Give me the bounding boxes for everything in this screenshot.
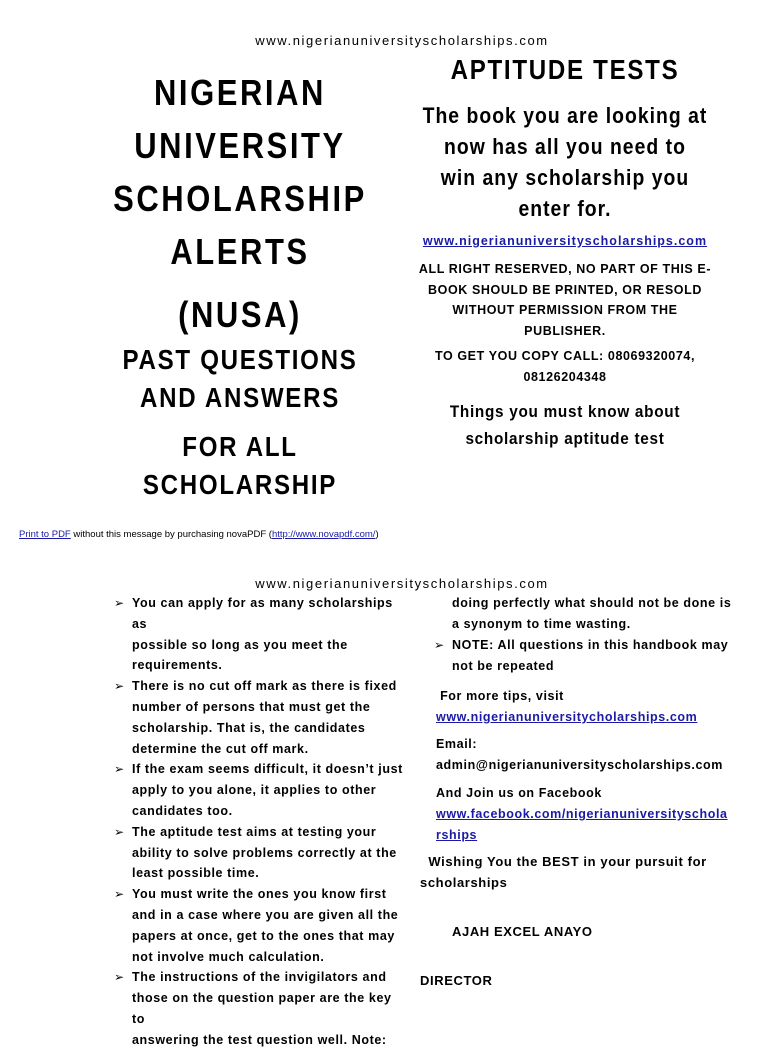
book-intro-line: win any scholarship you <box>440 165 690 190</box>
email-label: Email: <box>436 737 478 751</box>
past-questions-line: AND ANSWERS <box>140 382 340 413</box>
arrow-bullet-icon: ➢ <box>114 679 125 694</box>
list-item: ➢ There is no cut off mark as there is fixed number of persons that must get the scholarship. That is, the candidates determine the cut off mark. <box>114 676 404 759</box>
past-questions-heading <box>80 341 400 417</box>
for-all-scholarship-heading <box>60 428 420 504</box>
more-tips-text: For more tips, visit <box>436 689 564 703</box>
arrow-bullet-icon: ➢ <box>114 887 125 902</box>
arrow-bullet-icon: ➢ <box>114 596 125 610</box>
arrow-bullet-icon: ➢ <box>114 970 125 985</box>
arrow-bullet-icon: ➢ <box>114 762 125 777</box>
copy-call-line: 08126204348 <box>523 369 607 384</box>
arrow-bullet-icon: ➢ <box>434 638 445 652</box>
copy-call-info <box>400 346 730 387</box>
facebook-link[interactable]: www.facebook.com/nigerianuniversityschola rships <box>436 806 728 842</box>
rights-line: WITHOUT PERMISSION FROM THE <box>452 303 678 317</box>
print-to-pdf-link[interactable]: Print to PDF <box>19 529 71 540</box>
title-line: (NUSA) <box>178 294 302 335</box>
title-line: UNIVERSITY <box>134 125 346 166</box>
wishing-message: Wishing You the BEST in your pursuit for scholarships <box>420 854 707 890</box>
director-name: AJAH EXCEL ANAYO <box>452 924 593 939</box>
list-item: ➢ NOTE: All questions in this handbook may not be repeated <box>434 635 752 677</box>
note-bullet <box>434 635 752 677</box>
main-title <box>80 66 400 341</box>
director-role: DIRECTOR <box>420 973 493 988</box>
list-item: ➢ The aptitude test aims at testing your ability to solve problems correctly at the least possible time. <box>114 822 404 884</box>
things-line: scholarship aptitude test <box>465 429 665 448</box>
list-item: ➢ You must write the ones you know first and in a case where you are given all the papers at once, get to the ones that may not involve much calculation. <box>114 884 404 967</box>
novapdf-link[interactable]: http://www.novapdf.com/ <box>271 529 376 540</box>
title-line: SCHOLARSHIP <box>113 178 367 219</box>
email-value: admin@nigerianuniversityscholarships.com <box>436 757 723 772</box>
things-to-know <box>400 398 730 452</box>
facebook-block <box>436 783 756 845</box>
book-intro-line: enter for. <box>518 196 612 221</box>
aptitude-tests-heading <box>400 54 730 86</box>
arrow-bullet-icon: ➢ <box>114 824 125 839</box>
for-all-scholarship-text: FOR ALL SCHOLARSHIP <box>142 431 338 500</box>
footer-middle-text: without this message by purchasing novaPDF ( <box>70 529 272 540</box>
footer-end-text: ) <box>375 529 379 540</box>
aptitude-title: APTITUDE TESTS <box>450 54 680 85</box>
book-intro <box>390 100 740 224</box>
rights-line: ALL RIGHT RESERVED, NO PART OF THIS E- <box>418 262 712 276</box>
site-link[interactable]: www.nigerianuniversityscholarships.com <box>422 234 708 248</box>
rights-line: BOOK SHOULD BE PRINTED, OR RESOLD <box>428 282 702 297</box>
tips-bullet-list <box>114 593 404 1051</box>
right-continuation-text: doing perfectly what should not be done is a synonym to time wasting. <box>452 596 732 631</box>
rights-line: PUBLISHER. <box>524 323 606 338</box>
novapdf-footer-note <box>19 529 379 540</box>
past-questions-line: PAST QUESTIONS <box>122 344 358 375</box>
list-item: ➢ The instructions of the invigilators and those on the question paper are the key to answering the test question well. Note: <box>114 967 404 1050</box>
page2-header-url: www.nigerianuniversityscholarships.com <box>255 576 549 591</box>
more-tips-link[interactable]: www.nigerianuniversitycholarships.com <box>436 709 698 724</box>
book-intro-line: The book you are looking at <box>422 103 708 128</box>
more-tips <box>436 686 756 728</box>
book-intro-line: now has all you need to <box>443 134 686 159</box>
join-facebook-label: And Join us on Facebook <box>436 786 602 800</box>
rights-notice <box>400 259 730 341</box>
list-item: ➢ You can apply for as many scholarships as possible so long as you meet the requirements. <box>114 593 404 676</box>
things-line: Things you must know about <box>449 402 681 421</box>
title-line: NIGERIAN <box>153 72 326 113</box>
email-block <box>436 734 756 776</box>
list-item: ➢ If the exam seems difficult, it doesn’t just apply to you alone, it applies to other candidates too. <box>114 759 404 821</box>
copy-call-line: TO GET YOU COPY CALL: 08069320074, <box>434 349 696 363</box>
title-line: ALERTS <box>170 231 310 272</box>
page1-header-url: www.nigerianuniversityscholarships.com <box>255 33 549 48</box>
